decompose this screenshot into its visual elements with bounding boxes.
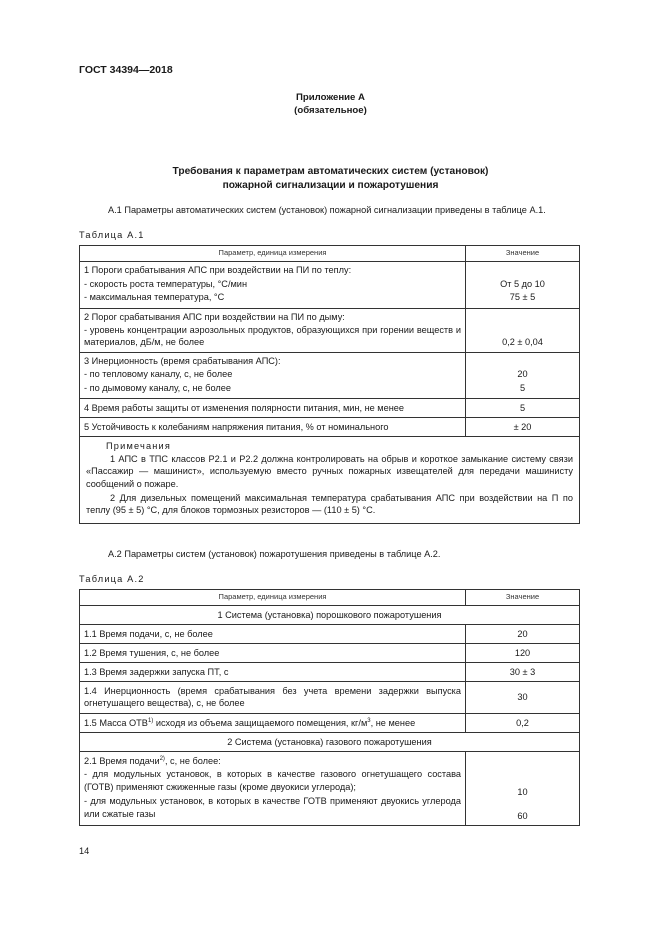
- row-value: 5: [466, 399, 580, 418]
- table-row: [80, 399, 580, 418]
- table-row: [80, 418, 580, 437]
- table-row: [80, 682, 580, 714]
- table-section-row: [80, 606, 580, 625]
- row-title: 3 Инерционность (время срабатывания АПС):: [84, 355, 281, 366]
- note-2: 2 Для дизельных помещений максимальная температура срабатывания АПС при воздействии на П по теплу (95 ± 5) °С, для блоков тормозных резисторов — (110 ± 5) °С.: [86, 493, 573, 516]
- row-label: 1.2 Время тушения, с, не более: [80, 644, 466, 663]
- table-header-row: [80, 246, 580, 262]
- table-row: [80, 352, 580, 399]
- row-value: 30 ± 3: [466, 663, 580, 682]
- row-title: 2.1 Время подачи$^{2)}$, с, не более:: [84, 755, 221, 766]
- row-item: - уровень концентрации аэрозольных продуктов, образующихся при горении веществ и материалов, дБ/м, не более: [84, 325, 461, 348]
- notes-row: [80, 437, 580, 524]
- row-item: - для модульных установок, в которых в качестве ГОТВ применяют двуокись углерода или сжатые газы: [84, 796, 461, 819]
- table-row: [80, 625, 580, 644]
- paragraph-a1: А.1 Параметры автоматических систем (установок) пожарной сигнализации приведены в таблице А.1.: [108, 205, 546, 215]
- row-label: 1.3 Время задержки запуска ПТ, с: [80, 663, 466, 682]
- section-heading: 1 Система (установка) порошкового пожаротушения: [80, 606, 580, 625]
- row-item: - по дымовому каналу, с, не более: [84, 382, 231, 393]
- row-value: 120: [466, 644, 580, 663]
- table-a1: [79, 245, 580, 524]
- table-header-row: [80, 590, 580, 606]
- row-label: 1.4 Инерционность (время срабатывания без учета времени задержки выпуска огнетушащего вещества), с, не более: [80, 682, 466, 714]
- section-title-line2: пожарной сигнализации и пожаротушения: [222, 180, 439, 191]
- row-value: От 5 до 10: [500, 278, 545, 289]
- row-value: ± 20: [466, 418, 580, 437]
- row-value: 0,2: [466, 713, 580, 732]
- row-value: 20: [517, 369, 528, 380]
- row-value: 20: [466, 625, 580, 644]
- table-row: [80, 713, 580, 732]
- table-a1-caption: Таблица А.1: [79, 230, 145, 240]
- note-1: 1 АПС в ТПС классов Р2.1 и Р2.2 должна контролировать на обрыв и короткое замыкание систему связи «Пассажир — машинист», используемую вместо ручных пожарных извещателей для передачи машинисту сообщений о пожаре.: [86, 453, 573, 489]
- section-heading: 2 Система (установка) газового пожаротушения: [80, 732, 580, 751]
- column-header-parameter: Параметр, единица измерения: [80, 590, 466, 606]
- row-value: 30: [466, 682, 580, 714]
- column-header-value: Значение: [466, 590, 580, 606]
- row-title: 1 Пороги срабатывания АПС при воздействии на ПИ по теплу:: [84, 265, 352, 275]
- row-label: 5 Устойчивость к колебаниям напряжения питания, % от номинального: [80, 418, 466, 437]
- table-row: [80, 663, 580, 682]
- row-label: 1.1 Время подачи, с, не более: [80, 625, 466, 644]
- table-row: [80, 751, 580, 825]
- standard-code: ГОСТ 34394—2018: [79, 64, 173, 76]
- paragraph-a2: А.2 Параметры систем (установок) пожаротушения приведены в таблице А.2.: [108, 549, 441, 559]
- row-value: 5: [519, 382, 526, 393]
- notes-heading: Примечания: [106, 441, 172, 452]
- row-item: - скорость роста температуры, °С/мин: [84, 278, 248, 289]
- section-title-line1: Требования к параметрам автоматических систем (установок): [172, 166, 489, 177]
- table-row: [80, 308, 580, 352]
- page-number: 14: [79, 846, 90, 856]
- row-value: 75 ± 5: [509, 292, 536, 302]
- row-label: 4 Время работы защиты от изменения полярности питания, мин, не менее: [80, 399, 466, 418]
- column-header-value: Значение: [466, 246, 580, 262]
- row-value: 0,2 ± 0,04: [466, 308, 580, 352]
- table-section-row: [80, 732, 580, 751]
- row-value: 60: [517, 810, 528, 821]
- table-row: [80, 262, 580, 309]
- column-header-parameter: Параметр, единица измерения: [80, 246, 466, 262]
- row-label: 1.5 Масса ОТВ$^{1)}$ исходя из объема защищаемого помещения, $кг/м^3$, не менее: [80, 713, 466, 732]
- row-item: - по тепловому каналу, с, не более: [84, 369, 233, 380]
- table-row: [80, 644, 580, 663]
- row-item: - максимальная температура, °С: [84, 292, 225, 302]
- row-item: - для модульных установок, в которых в качестве газового огнетушащего состава (ГОТВ) применяют сжиженные газы (кроме двуокиси углерода);: [84, 769, 461, 792]
- annex-status: (обязательное): [294, 105, 367, 116]
- table-a2: [79, 589, 580, 826]
- row-title: 2 Порог срабатывания АПС при воздействии на ПИ по дыму:: [84, 311, 345, 322]
- annex-title: Приложение А: [296, 92, 365, 103]
- row-value: 10: [517, 786, 528, 797]
- table-a2-caption: Таблица А.2: [79, 574, 145, 584]
